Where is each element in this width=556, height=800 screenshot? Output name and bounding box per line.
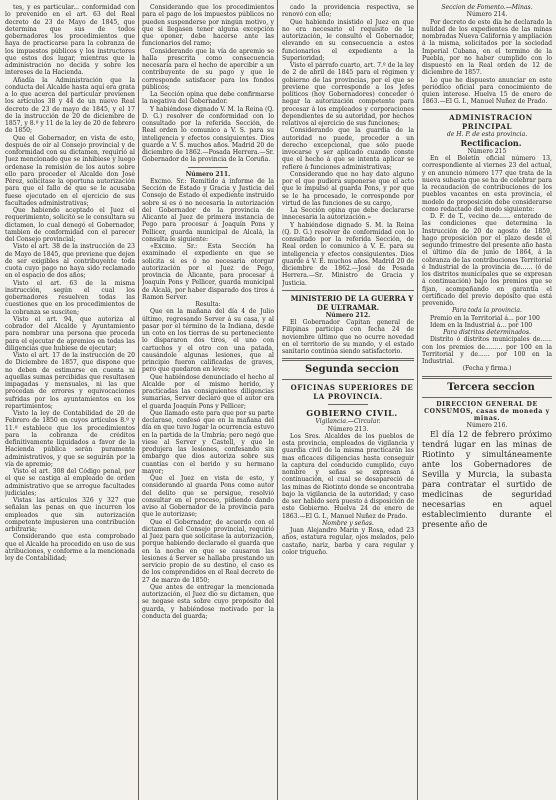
column-4 (422, 4, 552, 796)
divider (282, 379, 414, 380)
paragraph: Premio en la Territorial á... por 100 (430, 314, 540, 322)
paragraph: Que llamado este para que por su parte declarase, confesó que en la mañana del día en que tuvo lugar la ocurrencia estuvo en la partida de la Umbría; pero negó que viese al Server y Castell, y que le produjera las lesiones, confesando sin embargo que dios autoriza sobre sus cuantías con el herido y su hermano mayor; (142, 409, 274, 475)
article-number: Número 215 (467, 147, 507, 155)
column-rule (277, 0, 278, 800)
admin-heading: ADMINISTRACION PRINCIPAL (449, 112, 533, 131)
ministry-heading: MINISTERIO DE LA GUERRA Y DE ULTRAMAR. (290, 293, 414, 312)
paragraph: Que el Juez en vista de esto, y considerando al guarda Pons como autor del delito que se persigue, resolvió consultar en el proceso, pidiendo dando aviso al Gobernador de la provincia para que le autorizase; (142, 475, 274, 519)
divider (188, 167, 228, 168)
paragraph: Que en la mañana del día 4 de Julio último, regresando Server á su casa, y al pasar por el término de la Indiana, desde un coto en los tierras de su perteneciente lo dispararon dos tiros, el uno con cartuchos y el otro con una patada, causándole algunas lesiones, que al principio fueron calificadas de graves, pero que quedaron en leves; (142, 308, 274, 374)
paragraph: La Sección opina que debe confirmarse la negativa del Gobernador. (142, 91, 274, 106)
paragraph: Considerando que los procedimientos para el pago de los impuestos públicos no pueden suspenderse por ningún motivo, y que si llegasen tener alguna excepción que oponer, debe hacerse ante las funcionarios del ramo; (142, 4, 274, 48)
paragraph: Que antes de entregar la mencionada autorización, el Juez dio su dictamen, que se negase esta sobre cuyo propósito del guarda, y habiéndose motivado por la conducta del guarda; (142, 583, 274, 620)
paragraph: cado la providencia respectiva, se renovó con ello; (282, 4, 414, 19)
paragraph: (Fecha y firma.) (462, 365, 512, 373)
article-number: Número 212. (325, 311, 371, 319)
paragraph: El Gobernador Capitan general de Filipinas participa con fecha 24 de noviembre último que no ocurre novedad en el territorio de su mando, y el estado sanitario continúa siendo satisfactorio. (282, 319, 414, 355)
paragraph: Que habiendo aceptado el Juez el requerimiento, solicitó se le consultara su dictamen, lo cual denegó el Gobernador, tambien de conformidad con el parecer del Consejo provincial; (5, 207, 135, 243)
double-divider (282, 358, 414, 361)
subheading: Para toda la provincia. (452, 307, 522, 315)
column-1 (5, 4, 135, 796)
subheading: Vigilancia.—Circular. (315, 418, 381, 426)
paragraph: Distrito ó distritos municipales de...... con los premios de......... por 100 en la Territorial y de...... por 100 en la Industrial. (422, 336, 552, 365)
paragraph: Considerando que esta comprobado que el Alcalde ha procedido en uso de sus atribuciones, y conforme a la mencionada ley de Contabilidad; (5, 533, 135, 562)
offices-heading: OFICINAS SUPERIORES DE LA PROVINCIA. (290, 383, 414, 402)
paragraph: En el Boletín oficial número 13, correspondiente al viernes 23 del actual, y en anuncio número 177 que trata de la nueva subasta que se ha de celebrar para la recaudación de contribuciones de los pueblos vacantes en esta provincia, el modelo de proposición debe considerarse como redactado del modo siguiente: (422, 155, 552, 213)
paragraph: Excmo. Sr.: Remitido á informe de la Sección de Estado y Gracia y Justicia del Consejo de Estado el expediente instruido sobre si es ó no necesaria la autorización del Gobernador de la provincia de Alicante al Juez de primera instancia de Pego para procesar á Joaquín Pons y Pellicer, guarda municipal de Alcalá, la consulta le siguiente: (142, 177, 274, 243)
paragraph: Visto el art. 17 de la instrucción de 20 de Diciembre de 1857, que dispone que no deben de estimarse en cuenta ni aquellas sumas percibidas que resultasen impagadas y mensuales, ni las que procedan de errores y equivocaciones sufridas por los ayuntamientos en los repartimientos; (5, 352, 135, 410)
gobierno-heading: GOBIERNO CIVIL. (306, 408, 398, 419)
double-divider (422, 376, 552, 379)
paragraph: El día 12 de febrero próximo tendrá lugar en las minas de Riotinto y simultáneamente ante los Gobernadores de Sevilla y Murcia, la subasta para contratar el surtido de medicinas de seguridad necesarias en aquel establecimiento durante el presente año de (422, 429, 552, 529)
paragraph: Resulta: (195, 301, 221, 308)
paragraph: Visto el art. 63 de la misma instrucción, según el cual los gobernadores resuelven todas las cuestiones que en los procedimientos de la cobranza se susciten; (5, 279, 135, 316)
paragraph: Visto el art. 94, que autoriza al cobrador del Alcalde y Ayuntamiento para nombrar una persona que proceda para el ejecutar de apremios en todas las diligencias que hubiese de ejecutar; (5, 315, 135, 352)
paragraph: Considerando que la vía de apremio se halla prescrita como consecuencia necesaria para el hecho de apercibir a un contribuyente de su pago y que le corresponde satisfacer para los fondos públicos; (142, 47, 274, 91)
article-number: Número 211. (185, 170, 231, 178)
paragraph: «Excmo. Sr.: Esta Sección ha examinado el expediente en que se solicita si es ó no necesaria otorgar autorización por el Juez de Pego, provincia de Alicante, para procesar á Joaquín Pons y Pellicer, guarda municipal de Alcalá, por haber disparado dos tiros á Ramon Server. (142, 243, 274, 301)
column-3 (282, 4, 414, 796)
paragraph: tes, y es particular... conformidad con lo prevenido en el art. 63 del Real decreto de 23 de Mayo de 1845, que determina que sus de todos gobernadores los procedimientos que haya de practicarse para la cobranza de los impuestos públicos y los instructores que estos dos lugar, mientras que la administración no decida y sobre los intereses de la Hacienda. (5, 4, 135, 77)
paragraph: Y habiéndose dignado S. M. la Reina (Q. D. G.) resolver de conformidad con lo consultado por la referida Sección, de Real orden lo comunico á V. E. para su inteligencia y efectos consiguientes. Dios guarde á V. E. muchos años. Madrid 20 de diciembre de 1862.—José de Posada Herrera.—Sr. Ministro de Gracia y Justicia. (282, 221, 414, 287)
paragraph: Por decreto de este dia he declarado la nulidad de los expedientes de las minas nombradas Nueva California y ampliación á la misma, solicitados por la sociedad Imperial Cubana, en el termino de la Puebla, por no haber cumplido con lo dispuesto en la Real orden de 12 de diciembre de 1857. (422, 18, 552, 77)
paragraph: Que habiéndose denunciado el hecho al Alcalde por el mismo herido, y practicadas las consiguientes diligencias sumarias, Server declaró que el autor era el guarda Joaquín Pons y Pellicer; (142, 373, 274, 410)
column-rule (138, 0, 139, 800)
paragraph: Visto la ley de Contabilidad de 20 de Febrero de 1850 en cuyos artículos 8.º y 11.º establece que los procedimientos para la cobranza de créditos definitivamente liquidados a favor de la Hacienda pública serán puramente administrativos, y que se seguirán por la vía de apremio; (5, 410, 135, 468)
paragraph: Y habiéndose dignado V. M. la Reina (Q. D. G.) resolver de conformidad con lo consultado por la referida Sección, de Real orden lo comunico a V. S. para su inteligencia y efectos consiguientes. Dios guarde a V. S. muchos años. Madrid 20 de diciembre de 1862.—Posada Herrera.—Sr. Gobernador de la provincia de la Coruña. (142, 105, 274, 164)
rectificacion-heading: Rectificacion. (460, 137, 522, 148)
paragraph: Que el Gobernador, en vista de esto, después de oír al Consejo provincial y de conformidad con su dictamen, requirió al Juez mencionado que se inhibiese y luego ordenase la remisión de los autos sobre ello para proceder el Alcalde don José Pérez, solicitase la oportuna autorización para que el fallo de que se le acusaba fuese ejecutado en el ejercicio de sus facultades administrativas; (5, 134, 135, 207)
article-number: Número 216. (466, 422, 508, 430)
paragraph: Lo que he dispuesto anunciar en este periódico oficial para conocimiento de quien interese. Huelva 15 de enero de 1863.—El G. I., Manuel Nuñez de Prado. (422, 76, 552, 106)
divider (422, 397, 552, 398)
paragraph: Visto el art. 308 del Código penal, por el que se castiga al empleado de orden administrativo que se arrogue facultades judiciales; (5, 468, 135, 497)
direccion-heading: DIRECCION GENERAL DE CONSUMOS, casas de moneda y minas. (424, 400, 550, 422)
paragraph: Juan Alejandro Marin y Rosa, edad 23 años, estatura regular, ojos melados, pelo castaño, nariz, barba y cara regular y color trigueño. (282, 527, 414, 556)
paragraph: Idem en la Industrial á... por 100 (430, 321, 533, 329)
paragraph: Que el Gobernador, de acuerdo con el dictamen del Consejo provincial, requirió al Juez para que solicitase la autorización, porque habiendo declarado el guarda que en la noche en que se causaron las lesiones á Server se hallaba prestando un servicio propio de su destino, el caso es de los comprendidos en el Real decreto de 27 de marzo de 1850; (142, 518, 274, 584)
section-heading: Tercera seccion (447, 381, 535, 393)
paragraph: Los Sres. Alcaldes de los pueblos de esta provincia, empleados de vigilancia y guardia civil de la misma practicarán las mas eficaces diligencias hasta conseguir la captura del conducido cumplido, cuyo nombre y señas se expresan á continuación, el cual se desapareció de las minas de Riotinto donde se encontraba bajo la vigilancia de la autoridad; y caso de ser habido será puesto á disposición de este Gobierno. Huelva 24 de enero de 1863.—El G. I., Manuel Nuñez de Prado. (282, 432, 414, 520)
divider (328, 404, 368, 405)
article-number: Número 213. (327, 425, 369, 433)
paragraph: Añadía la Administración que la conducta del Alcalde hasta aquí era grata a lo que acerca del particular previenen los artículos 38 y 44 de un nuevo Real decreto de 23 de mayo de 1845, y el 17 de la instrucción de 20 de diciembre de 1857, y 8.º y 11 de la ley de 20 de febrero de 1850; (5, 76, 135, 135)
article-number: Número 214. (466, 11, 508, 19)
paragraph: Considerando que no hay dato alguno por el que pudiera suponerse que el acto que le impulsó al guarda Pons, y por que se le ha procesado, le corresponde por virtud de las funciones de su cargo, (282, 170, 414, 207)
paragraph: Que habiendo insistido el Juez en que no era necesario el requisito de la autorización, le consultó el Gobernador, elevando en su consecuencia a estos funcionarios el expediente a la Superioridad; (282, 18, 414, 62)
paragraph: Visto el párrafo cuarto, art. 7.º de la ley de 2 de abril de 1845 para el régimen y gobierno de las provincias, por el que se previene que corresponde a los Jefes políticos (hoy Gobernadores) conceder ó negar la autorización competente para procesar á los empleados y corporaciones dependientes de su autoridad, por hechos relativos al ejercicio de sus funciones; (282, 62, 414, 127)
subheading: Seccion de Fomento.—Minas. (441, 4, 533, 11)
divider (282, 290, 414, 291)
paragraph: La Sección opina que debe declararse innecesaria la autorización.» (282, 207, 414, 222)
paragraph: Visto el art. 38 de la instrucción de 23 de Mayo de 1845, que previene que dejen de ser exigibles al contribuyente toda cuota cuyo pago no haya sido reclamado en el espacio de dos años; (5, 243, 135, 280)
column-rule (417, 0, 418, 800)
subheading: de H. P. de esta provincia. (446, 130, 528, 138)
section-heading: Segunda seccion (305, 364, 399, 376)
divider (422, 109, 552, 110)
paragraph: D. F. de T., vecino de...... enterado de las condiciones que determina la Instrucción de 20 de agosto de 1859, hago proposición por el plazo desde el segundo trimestre del presente año hasta el último día de junio de 1864, á la cobranza de las contribuciones Territorial é Industrial de la provincia de...... (ó de los distritos municipales que se expresan á continuación) bajo los premios que se fijan, acompañando en garantía el certificado del previo depósito que está prevenido. (422, 213, 552, 307)
subheading: Para distritos determinados. (443, 329, 531, 336)
column-2 (142, 4, 274, 796)
paragraph: Vistas las artículos 326 y 327 que señalan las penas en que incurren los empleados que sin autorización competente impusieren una contribución arbitraria; (5, 497, 135, 533)
subheading: Nombre y señas. (322, 519, 374, 527)
paragraph: Considerando que la guardia de la autoridad no puede, proceder a un derecho excepcional, que sólo puede invocarse y ser aplicado cuando conste que el hecho á que se intenta aplicar se refiere á funciones administrativas; (282, 127, 414, 171)
